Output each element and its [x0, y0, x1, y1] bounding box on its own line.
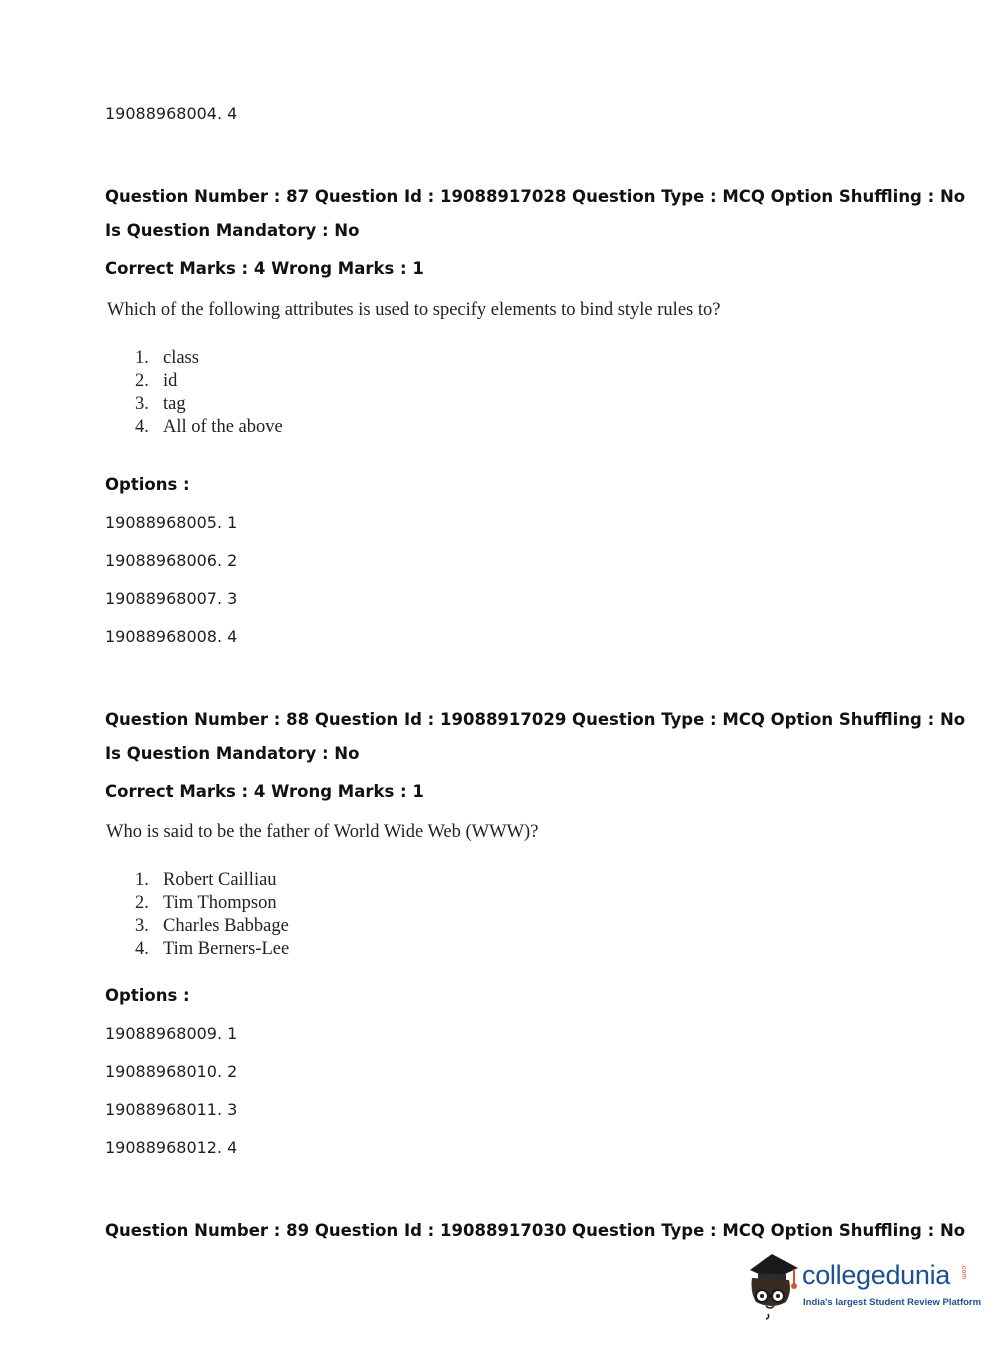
choice-list — [135, 869, 289, 961]
question-header: Question Number : 87 Question Id : 19088917028 Question Type : MCQ Option Shuffling : No — [105, 187, 966, 206]
choice-item: 4. All of the above — [135, 417, 283, 437]
option-item: 19088968009. 1 — [105, 1024, 238, 1043]
question-mandatory: Is Question Mandatory : No — [105, 744, 360, 763]
choice-item: 4. Tim Berners-Lee — [135, 939, 290, 959]
choice-item: 3. tag — [135, 394, 186, 414]
option-item: 19088968012. 4 — [105, 1138, 238, 1157]
choice-list — [135, 347, 283, 439]
question-marks: Correct Marks : 4 Wrong Marks : 1 — [105, 259, 424, 278]
logo-wordmark: collegedunia — [802, 1260, 951, 1290]
choice-item: 3. Charles Babbage — [135, 916, 289, 936]
option-item: 19088968010. 2 — [105, 1062, 238, 1081]
mascot-icon — [742, 1250, 800, 1320]
choice-item: 1. Robert Cailliau — [135, 870, 277, 890]
option-item: 19088968011. 3 — [105, 1100, 238, 1119]
collegedunia-logo[interactable] — [742, 1250, 982, 1320]
logo-tagline: India's largest Student Review Platform — [803, 1297, 982, 1308]
options-label: Options : — [105, 986, 190, 1005]
question-text: Which of the following attributes is used to specify elements to bind style rules to? — [107, 300, 721, 320]
option-item: 19088968006. 2 — [105, 551, 238, 570]
options-label: Options : — [105, 475, 190, 494]
option-previous-4: 19088968004. 4 — [105, 104, 238, 123]
option-item: 19088968005. 1 — [105, 513, 238, 532]
question-marks: Correct Marks : 4 Wrong Marks : 1 — [105, 782, 424, 801]
choice-item: 2. Tim Thompson — [135, 893, 277, 913]
question-text: Who is said to be the father of World Wide Web (WWW)? — [106, 822, 539, 842]
choice-item: 2. id — [135, 371, 178, 391]
option-item: 19088968008. 4 — [105, 627, 238, 646]
question-mandatory: Is Question Mandatory : No — [105, 221, 360, 240]
option-item: 19088968007. 3 — [105, 589, 238, 608]
question-header: Question Number : 88 Question Id : 19088917029 Question Type : MCQ Option Shuffling : No — [105, 710, 966, 729]
question-89-header: Question Number : 89 Question Id : 19088917030 Question Type : MCQ Option Shuffling : No — [105, 1221, 966, 1240]
logo-domain-suffix: .com — [960, 1264, 967, 1280]
choice-item: 1. class — [135, 348, 199, 368]
